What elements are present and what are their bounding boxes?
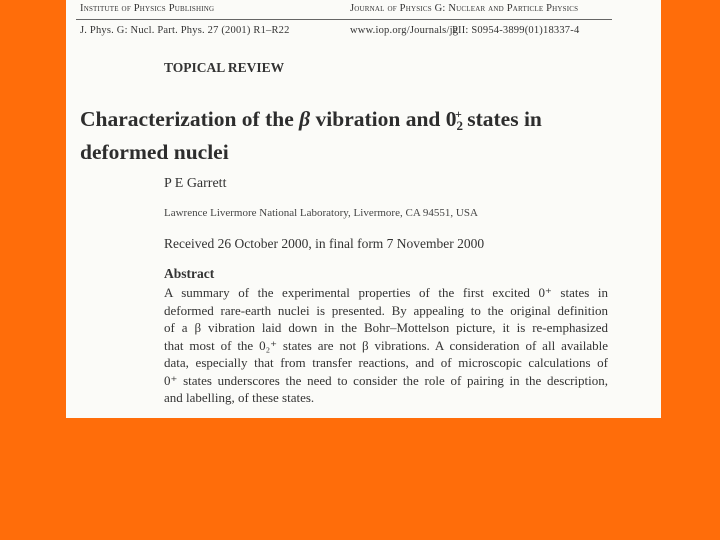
- abstract-body: [164, 284, 608, 407]
- citation: J. Phys. G: Nucl. Part. Phys. 27 (2001) R1–R22: [80, 25, 290, 36]
- abstract-line: deformed rare-earth nuclei is presented. By appealing to the original definition: [164, 302, 608, 318]
- received-date: Received 26 October 2000, in final form 7 November 2000: [164, 236, 485, 251]
- pii-code: PII: S0954-3899(01)18337-4: [452, 25, 580, 36]
- affiliation: Lawrence Livermore National Laboratory, Livermore, CA 94551, USA: [164, 207, 478, 219]
- title-subscript: 2: [456, 118, 463, 133]
- journal-url: www.iop.org/Journals/jg: [350, 25, 459, 36]
- title-part3: states in: [467, 107, 542, 131]
- journal-name: Journal of Physics G: Nuclear and Particle Physics: [350, 3, 579, 14]
- abstract-line: data, especially that from transfer reactions, and of microscopic calculations of: [164, 355, 608, 370]
- publisher-name: Institute of Physics Publishing: [80, 3, 215, 14]
- title-line2: deformed nuclei: [80, 140, 229, 164]
- paper-title: [80, 101, 640, 165]
- abstract-line: that most of the 0₂⁺ states are not β vibrations. A consideration of all available: [164, 337, 608, 353]
- title-superscript: +: [455, 107, 462, 121]
- paper-scan: [66, 0, 661, 418]
- abstract-line: 0⁺ states underscores the need to consider the role of pairing in the description,: [164, 372, 608, 388]
- title-part1: Characterization of the: [80, 107, 294, 131]
- abstract-line: A summary of the experimental properties of the first excited 0⁺ states in: [164, 285, 608, 300]
- author: P E Garrett: [164, 176, 227, 191]
- abstract-line: and labelling, of these states.: [164, 390, 315, 405]
- header-rule: [76, 19, 612, 20]
- abstract-heading: Abstract: [164, 266, 215, 281]
- section-label: TOPICAL REVIEW: [164, 60, 285, 75]
- abstract-line: of a β vibration laid down in the Bohr–Mottelson picture, it is re-emphasized: [164, 320, 608, 335]
- title-part2: vibration and 0: [315, 107, 457, 131]
- title-beta: β: [299, 107, 311, 131]
